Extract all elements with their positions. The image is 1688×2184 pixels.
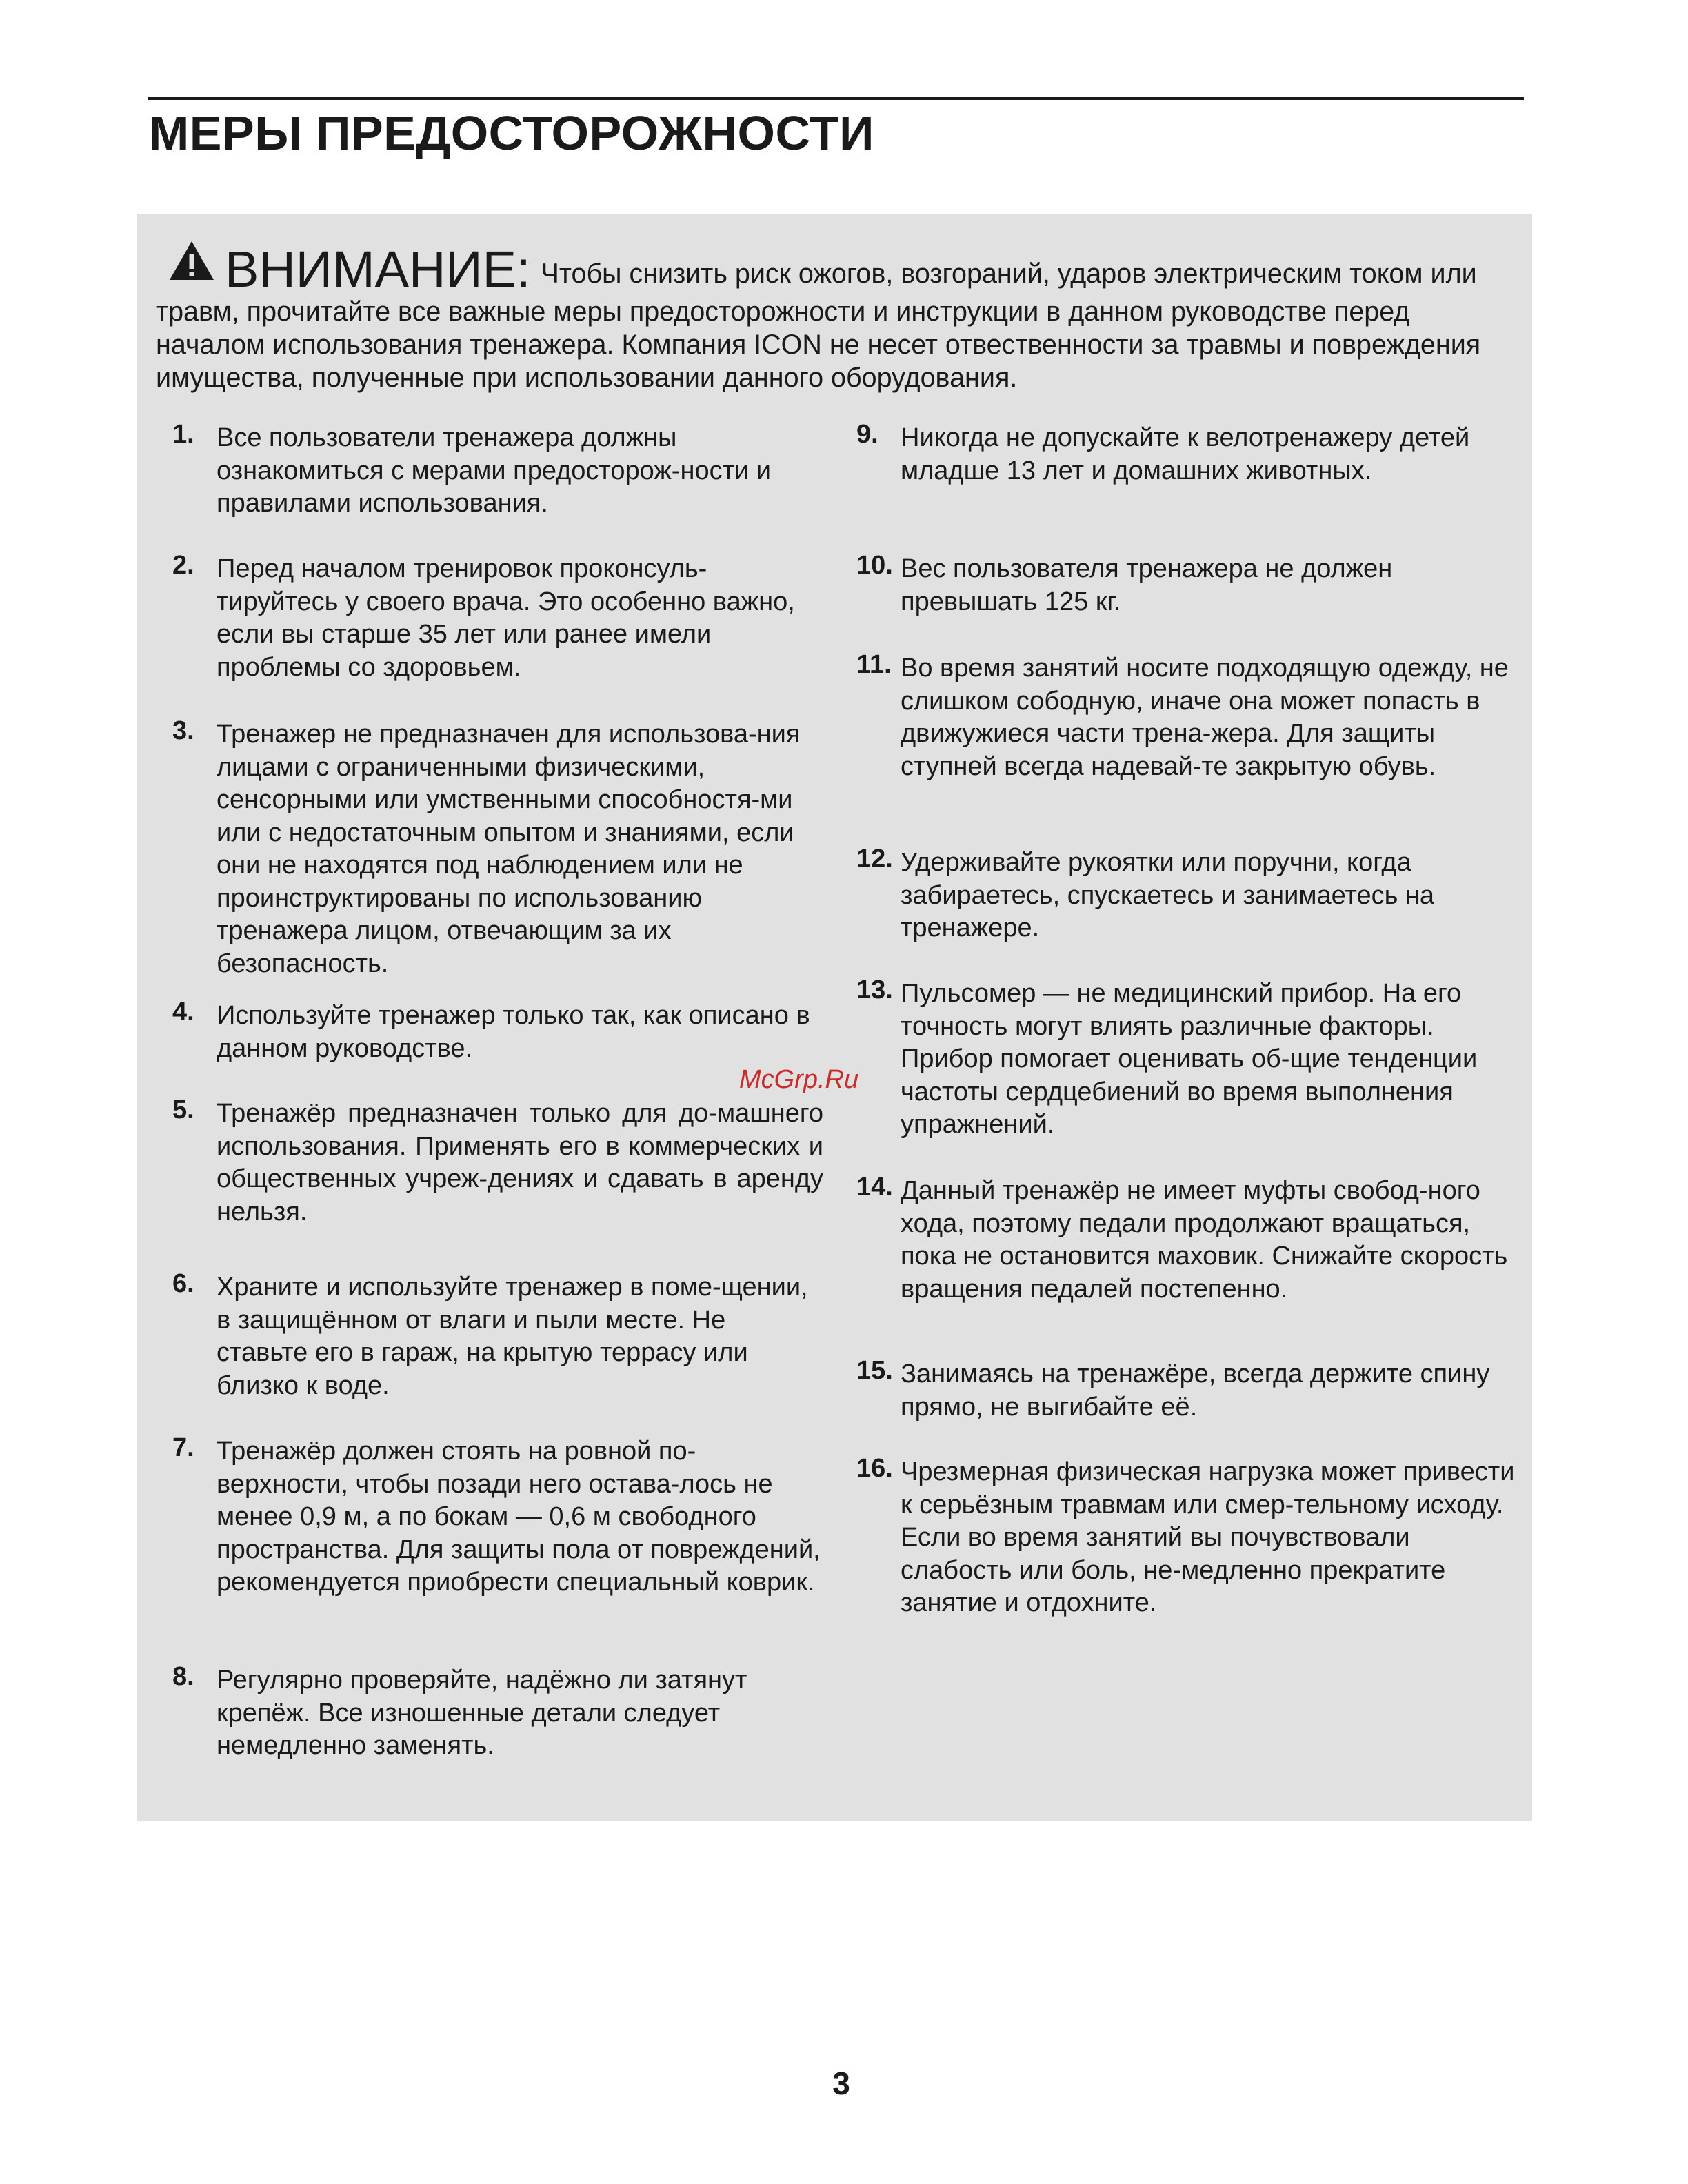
page-title: МЕРЫ ПРЕДОСТОРОЖНОСТИ [149, 106, 874, 160]
item-text: Храните и используйте тренажер в поме-щении, в защищённом от влаги и пыли месте. Не ставьте его в гараж, на крытую террасу или близко к воде. [217, 1273, 808, 1400]
item-number: 1. [172, 420, 194, 449]
top-rule [148, 97, 1524, 100]
item-text: Все пользователи тренажера должны ознакомиться с мерами предосторож-ности и правилами использования. [217, 423, 771, 518]
item-number: 11. [856, 650, 892, 679]
item-number: 8. [172, 1662, 194, 1691]
item-text: Данный тренажёр не имеет муфты свобод-ного хода, поэтому педали продолжают вращаться, пока не остановится маховик. Снижайте скорость вращения педалей постепенно. [901, 1176, 1508, 1304]
item-number: 9. [856, 420, 878, 449]
item-text: Регулярно проверяйте, надёжно ли затянут крепёж. Все изношенные детали следует немедленно заменять. [217, 1666, 747, 1760]
item-number: 14. [856, 1173, 893, 1202]
item-text: Вес пользователя тренажера не должен превышать 125 кг. [901, 554, 1393, 616]
item-text: Занимаясь на тренажёре, всегда держите спину прямо, не выгибайте её. [901, 1359, 1490, 1422]
item-number: 13. [856, 975, 893, 1004]
warning-triangle-icon [168, 240, 215, 281]
page-number: 3 [832, 2065, 850, 2101]
item-text: Тренажёр предназначен только для до-машнего использования. Применять его в коммерческих и общественных учреж-дениях и сдавать в аренду нельзя. [217, 1099, 823, 1226]
watermark: McGrp.Ru [739, 1065, 859, 1094]
warning-heading: ВНИМАНИЕ: [225, 241, 531, 298]
item-number: 12. [856, 845, 893, 873]
item-number: 2. [172, 551, 194, 580]
item-number: 4. [172, 998, 194, 1027]
item-text: Чрезмерная физическая нагрузка может привести к серьёзным травмам или смер-тельному исходу. Если во время занятий вы почувствовали слабость или боль, не-медленно прекратите занятие и отдохните. [901, 1457, 1515, 1617]
item-text: Перед началом тренировок проконсуль-тируйтесь у своего врача. Это особенно важно, если вы старше 35 лет или ранее имели проблемы со здоровьем. [217, 554, 795, 682]
warning-intro [156, 240, 1518, 394]
item-text: Удерживайте рукоятки или поручни, когда забираетесь, спускаетесь и занимаетесь на тренажере. [901, 848, 1435, 942]
item-text: Пульсомер — не медицинский прибор. На его точность могут влиять различные факторы. Прибор помогает оценивать об-щие тенденции частоты сердцебиений во время выполнения упражнений. [901, 979, 1478, 1139]
item-text: Во время занятий носите подходящую одежду, не слишком сободную, иначе она может попасть в движужиеся части трена-жера. Для защиты ступней всегда надевай-те закрытую обувь. [901, 654, 1509, 781]
item-number: 3. [172, 716, 194, 745]
item-text: Используйте тренажер только так, как описано в данном руководстве. [217, 1001, 810, 1063]
item-number: 6. [172, 1269, 194, 1298]
item-number: 5. [172, 1095, 194, 1124]
warning-box [137, 214, 1532, 1821]
item-number: 10. [856, 551, 893, 580]
item-number: 16. [856, 1454, 893, 1483]
item-text: Тренажер не предназначен для использова-ния лицами с ограниченными физическими, сенсорными или умственными способностя-ми или с недостаточным опытом и знаниями, если они не находятся под наблюдением или не проинструктированы по использованию тренажера лицом, отвечающим за их безопасность. [217, 720, 801, 978]
item-number: 7. [172, 1433, 194, 1462]
item-number: 15. [856, 1356, 893, 1385]
warning-text: Чтобы снизить риск ожогов, возгораний, ударов электрическим током или травм, прочитайте все важные меры предосторожности и инструкции в данном руководстве перед началом использования тренажера. Компания ICON не несет отвественности за травмы и повреждения имущества, полученные при использовании данного оборудования. [156, 259, 1481, 393]
item-text: Никогда не допускайте к велотренажеру детей младше 13 лет и домашних животных. [901, 423, 1470, 485]
item-text: Тренажёр должен стоять на ровной по-верхности, чтобы позади него остава-лось не менее 0,9 м, а по бокам — 0,6 м свободного пространства. Для защиты пола от повреждений, рекомендуется приобрести специальный коврик. [217, 1437, 821, 1597]
